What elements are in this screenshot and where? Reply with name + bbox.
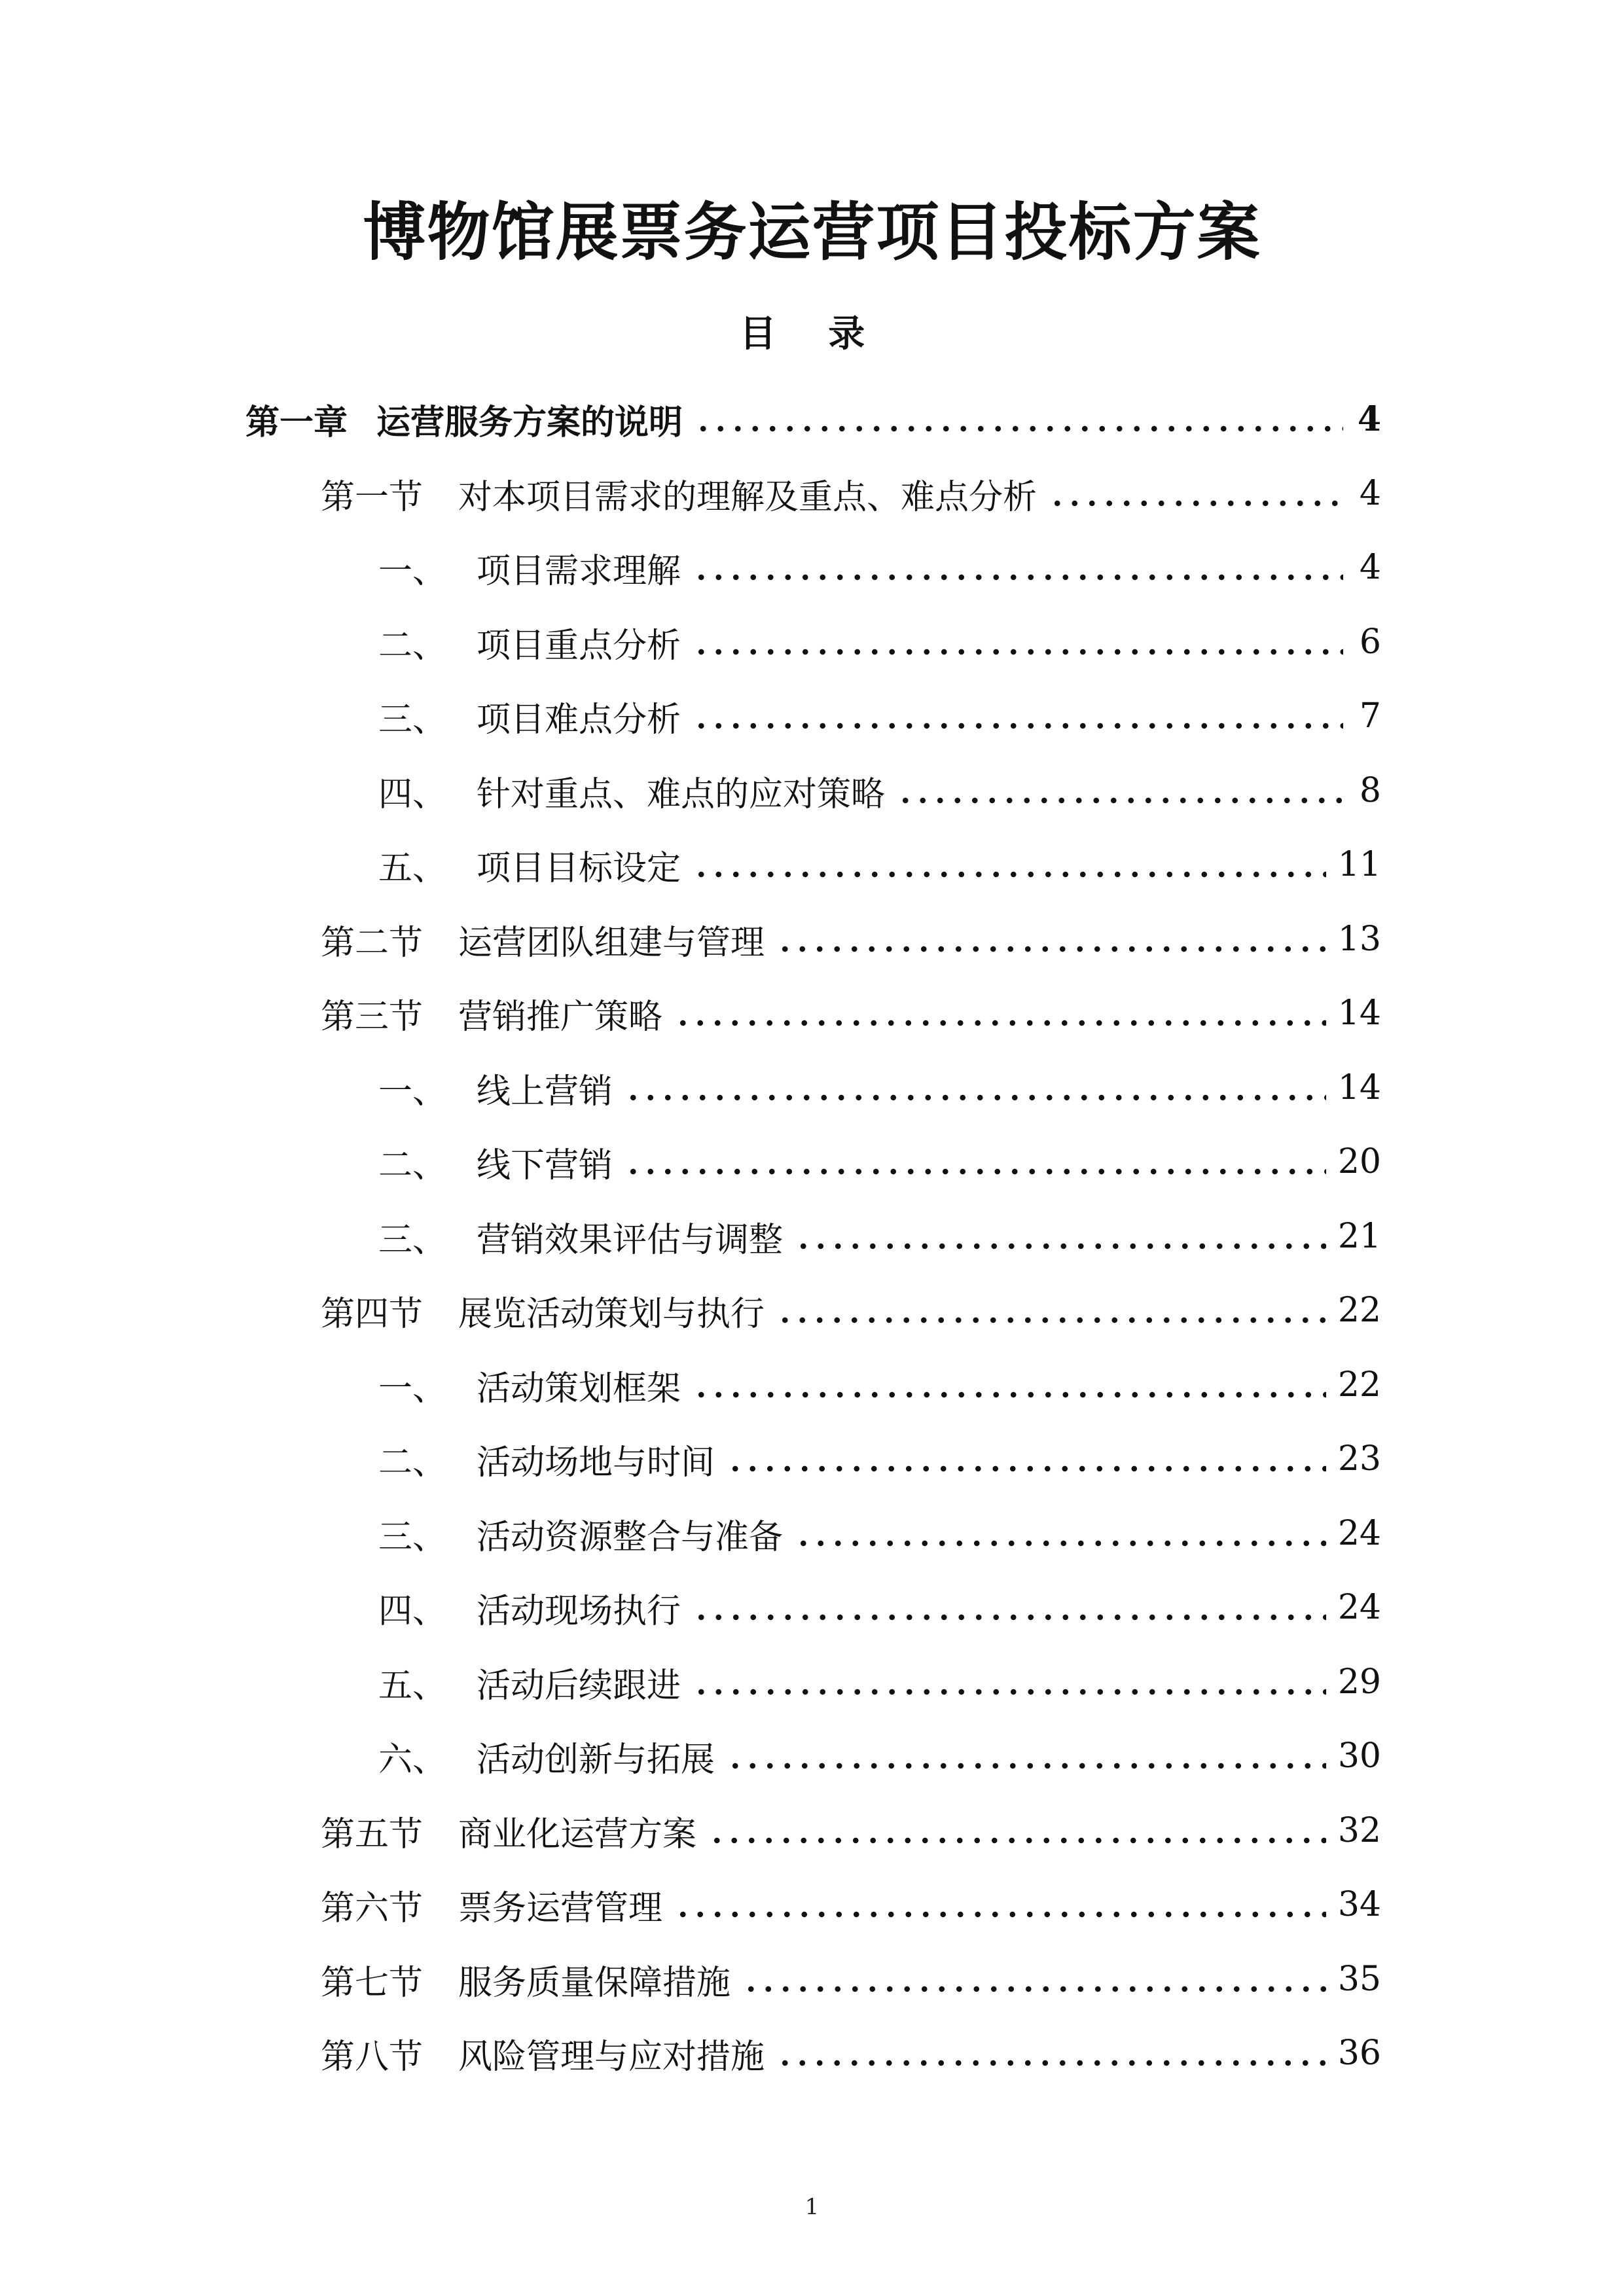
toc-entry[interactable] (321, 2020, 1381, 2086)
toc-entry-prefix: 一、 (378, 1071, 447, 1111)
toc-entry-title: 线上营销 (477, 1071, 613, 1111)
toc-entry-page-number: 22 (1337, 1291, 1381, 1330)
toc-entry[interactable] (378, 535, 1381, 600)
toc-entry-page-number: 29 (1337, 1662, 1381, 1702)
toc-entry-page-number: 4 (1359, 474, 1381, 513)
toc-entry-page-number: 8 (1359, 771, 1381, 810)
toc-entry-prefix: 五、 (378, 848, 447, 888)
toc-entry-page-number: 6 (1359, 622, 1381, 662)
toc-entry-prefix: 二、 (378, 1145, 447, 1185)
toc-entry-prefix: 第一章 (245, 402, 348, 442)
toc-entry-title: 线下营销 (477, 1145, 613, 1185)
dot-leader (693, 1388, 1326, 1401)
toc-entry-title: 运营团队组建与管理 (458, 923, 765, 963)
toc-entry-page-number: 20 (1337, 1142, 1381, 1181)
dot-leader (1049, 497, 1343, 510)
toc-entry[interactable] (378, 1501, 1381, 1566)
dot-leader (795, 1240, 1326, 1253)
dot-leader (795, 1537, 1326, 1550)
toc-entry-page-number: 21 (1337, 1217, 1381, 1256)
toc-entry-title: 展览活动策划与执行 (458, 1294, 765, 1334)
toc-entry-title: 营销推广策略 (458, 997, 663, 1037)
toc-entry-title: 风险管理与应对措施 (458, 2037, 765, 2077)
dot-leader (742, 1982, 1326, 1996)
toc-entry-page-number: 14 (1337, 1068, 1381, 1107)
toc-entry[interactable] (321, 1872, 1381, 1937)
toc-entry-prefix: 六、 (378, 1740, 447, 1780)
toc-entry-prefix: 第七节 (321, 1963, 424, 2003)
toc-entry-prefix: 三、 (378, 1220, 447, 1260)
toc-entry[interactable] (378, 832, 1381, 897)
dot-leader (693, 645, 1343, 658)
toc-entry-title: 活动资源整合与准备 (477, 1517, 784, 1557)
toc-heading: 目 录 (739, 312, 885, 355)
toc-entry[interactable] (378, 609, 1381, 675)
toc-entry-prefix: 四、 (378, 1591, 447, 1631)
toc-entry[interactable] (378, 1575, 1381, 1640)
toc-entry-page-number: 23 (1337, 1439, 1381, 1479)
toc-entry-page-number: 24 (1337, 1588, 1381, 1627)
dot-leader (727, 1759, 1326, 1772)
toc-entry[interactable] (378, 1723, 1381, 1789)
toc-entry-page-number: 35 (1337, 1960, 1381, 1999)
page-number: 1 (804, 2194, 820, 2220)
toc-entry[interactable] (321, 461, 1381, 526)
toc-entry-title: 商业化运营方案 (458, 1814, 697, 1854)
toc-entry-page-number: 7 (1359, 696, 1381, 736)
toc-entry-prefix: 一、 (378, 1369, 447, 1408)
toc-entry-page-number: 32 (1337, 1811, 1381, 1850)
toc-entry[interactable] (378, 1649, 1381, 1715)
toc-entry-title: 活动场地与时间 (477, 1443, 715, 1482)
dot-leader (693, 719, 1343, 732)
toc-entry-prefix: 二、 (378, 626, 447, 666)
toc-entry[interactable] (378, 758, 1381, 823)
toc-entry-page-number: 30 (1337, 1736, 1381, 1776)
toc-entry-title: 运营服务方案的说明 (376, 402, 683, 442)
dot-leader (674, 1016, 1326, 1030)
toc-entry-prefix: 第三节 (321, 997, 424, 1037)
dot-leader (693, 1611, 1326, 1624)
dot-leader (708, 1834, 1326, 1847)
dot-leader (693, 1685, 1326, 1698)
toc-entry[interactable] (378, 1426, 1381, 1492)
toc-entry-title: 活动后续跟进 (477, 1666, 681, 1706)
toc-entry-page-number: 34 (1337, 1885, 1381, 1924)
toc-entry-title: 活动创新与拓展 (477, 1740, 715, 1780)
toc-entry-title: 针对重点、难点的应对策略 (477, 774, 886, 814)
toc-entry[interactable] (378, 1055, 1381, 1121)
toc-entry-prefix: 第四节 (321, 1294, 424, 1334)
dot-leader (776, 2056, 1326, 2070)
dot-leader (897, 794, 1343, 807)
toc-entry-title: 票务运营管理 (458, 1888, 663, 1928)
toc-entry-page-number: 13 (1337, 920, 1381, 959)
toc-entry-title: 活动现场执行 (477, 1591, 681, 1631)
document-title: 博物馆展票务运营项目投标方案 (363, 195, 1261, 269)
toc-entry[interactable] (378, 1204, 1381, 1269)
toc-entry-prefix: 四、 (378, 774, 447, 814)
toc-entry-title: 项目需求理解 (477, 551, 681, 591)
toc-entry[interactable] (321, 980, 1381, 1046)
toc-entry-prefix: 三、 (378, 700, 447, 740)
toc-entry-page-number: 4 (1357, 399, 1381, 439)
toc-entry-page-number: 24 (1337, 1514, 1381, 1553)
toc-entry-prefix: 一、 (378, 551, 447, 591)
toc-entry-title: 对本项目需求的理解及重点、难点分析 (458, 477, 1038, 517)
toc-entry-prefix: 第一节 (321, 477, 424, 517)
toc-entry[interactable] (321, 1278, 1381, 1343)
dot-leader (624, 1165, 1326, 1178)
toc-entry-prefix: 第二节 (321, 923, 424, 963)
dot-leader (693, 868, 1326, 881)
toc-entry[interactable] (321, 1798, 1381, 1863)
toc-entry-prefix: 三、 (378, 1517, 447, 1557)
toc-entry[interactable] (378, 683, 1381, 749)
toc-entry-title: 营销效果评估与调整 (477, 1220, 784, 1260)
toc-entry[interactable] (321, 1946, 1381, 2012)
dot-leader (695, 422, 1343, 435)
toc-entry-title: 服务质量保障措施 (458, 1963, 731, 2003)
dot-leader (624, 1091, 1326, 1104)
toc-entry-prefix: 五、 (378, 1666, 447, 1706)
toc-entry-prefix: 第六节 (321, 1888, 424, 1928)
toc-entry[interactable] (378, 1352, 1381, 1418)
toc-entry-page-number: 22 (1337, 1365, 1381, 1405)
toc-entry[interactable] (321, 906, 1381, 972)
dot-leader (693, 571, 1343, 584)
toc-entry-prefix: 第八节 (321, 2037, 424, 2077)
toc-entry-page-number: 11 (1337, 845, 1381, 884)
toc-entry-title: 项目难点分析 (477, 700, 681, 740)
toc-entry[interactable] (378, 1129, 1381, 1194)
toc-entry-prefix: 第五节 (321, 1814, 424, 1854)
toc-entry-page-number: 36 (1337, 2034, 1381, 2073)
toc-entry-title: 项目重点分析 (477, 626, 681, 666)
toc-entry[interactable] (245, 386, 1381, 452)
dot-leader (674, 1908, 1326, 1921)
toc-entry-page-number: 14 (1337, 994, 1381, 1033)
dot-leader (776, 1314, 1326, 1327)
dot-leader (727, 1462, 1326, 1475)
toc-entry-prefix: 二、 (378, 1443, 447, 1482)
toc-entry-page-number: 4 (1359, 548, 1381, 587)
toc-entry-title: 活动策划框架 (477, 1369, 681, 1408)
dot-leader (776, 942, 1326, 956)
toc-entry-title: 项目目标设定 (477, 848, 681, 888)
